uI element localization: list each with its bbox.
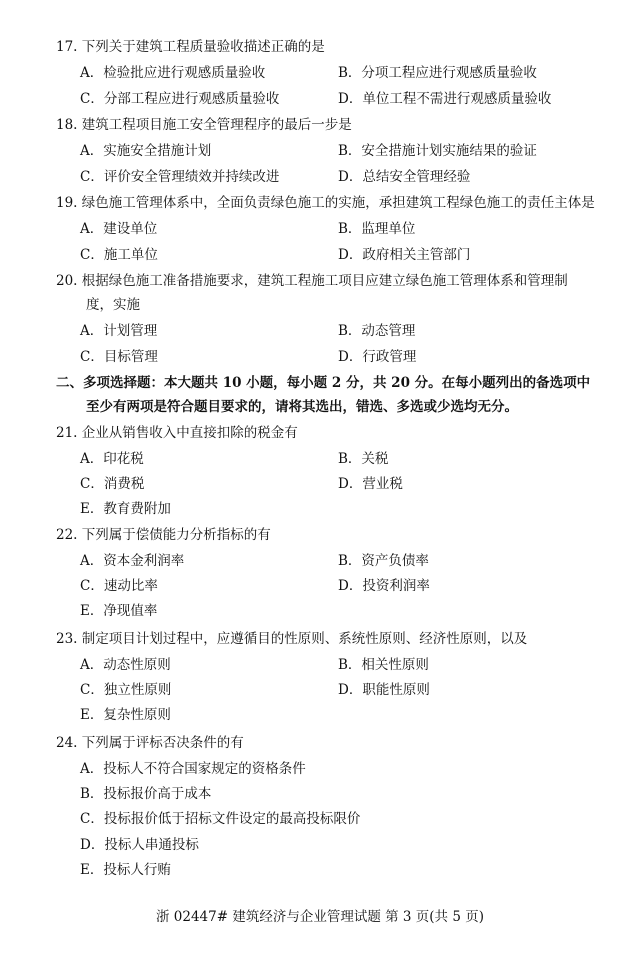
option-21-b: B．关税 <box>338 451 389 467</box>
question-20-continued: 度，实施 <box>86 297 140 313</box>
option-22-e: E．净现值率 <box>80 603 158 619</box>
option-18-c: C．评价安全管理绩效并持续改进 <box>80 169 280 185</box>
option-19-d: D．政府相关主管部门 <box>338 247 471 263</box>
option-22-a: A．资本金利润率 <box>80 553 185 569</box>
question-21 <box>56 424 298 442</box>
option-23-e: E．复杂性原则 <box>80 707 171 723</box>
question-20 <box>56 272 568 290</box>
section-heading-continued: 至少有两项是符合题目要求的，请将其选出，错选、多选或少选均无分。 <box>86 399 518 415</box>
option-23-d: D．职能性原则 <box>338 682 430 698</box>
option-24-c: C．投标报价低于招标文件设定的最高投标限价 <box>80 811 361 827</box>
option-17-a: A．检验批应进行观感质量验收 <box>80 65 266 81</box>
option-24-d: D．投标人串通投标 <box>80 837 199 853</box>
option-20-c: C．目标管理 <box>80 349 158 365</box>
option-19-a: A．建设单位 <box>80 221 158 237</box>
option-17-d: D．单位工程不需进行观感质量验收 <box>338 91 552 107</box>
option-17-b: B．分项工程应进行观感质量验收 <box>338 65 537 81</box>
question-24 <box>56 734 244 752</box>
question-text: 建筑工程项目施工安全管理程序的最后一步是 <box>81 117 352 133</box>
question-text: 根据绿色施工准备措施要求，建筑工程施工项目应建立绿色施工管理体系和管理制 <box>81 273 568 289</box>
question-number: 18. <box>56 117 78 133</box>
option-18-b: B．安全措施计划实施结果的验证 <box>338 143 537 159</box>
question-19 <box>56 194 595 212</box>
question-text: 绿色施工管理体系中，全面负责绿色施工的实施，承担建筑工程绿色施工的责任主体是 <box>81 195 595 211</box>
option-17-c: C．分部工程应进行观感质量验收 <box>80 91 280 107</box>
option-22-d: D．投资利润率 <box>338 578 430 594</box>
option-21-e: E．教育费附加 <box>80 501 171 517</box>
option-23-b: B．相关性原则 <box>338 657 429 673</box>
question-23 <box>56 630 527 648</box>
option-22-c: C．速动比率 <box>80 578 158 594</box>
question-number: 23. <box>56 631 78 647</box>
question-22 <box>56 526 271 544</box>
question-text: 下列属于偿债能力分析指标的有 <box>81 527 271 543</box>
question-number: 21. <box>56 425 78 441</box>
option-24-e: E．投标人行贿 <box>80 862 171 878</box>
option-21-a: A．印花税 <box>80 451 144 467</box>
option-21-d: D．营业税 <box>338 476 403 492</box>
option-20-b: B．动态管理 <box>338 323 416 339</box>
question-text: 下列关于建筑工程质量验收描述正确的是 <box>81 39 325 55</box>
option-23-a: A．动态性原则 <box>80 657 171 673</box>
question-number: 17. <box>56 39 78 55</box>
question-number: 19. <box>56 195 78 211</box>
question-18 <box>56 116 352 134</box>
question-number: 24. <box>56 735 78 751</box>
option-20-d: D．行政管理 <box>338 349 417 365</box>
option-21-c: C．消费税 <box>80 476 145 492</box>
option-24-b: B．投标报价高于成本 <box>80 786 212 802</box>
option-23-c: C．独立性原则 <box>80 682 172 698</box>
question-text: 制定项目计划过程中，应遵循目的性原则、系统性原则、经济性原则，以及 <box>81 631 528 647</box>
question-17 <box>56 38 325 56</box>
option-18-a: A．实施安全措施计划 <box>80 143 212 159</box>
section-heading: 二、多项选择题：本大题共 10 小题，每小题 2 分，共 20 分。在每小题列出的备选项中 <box>56 375 591 391</box>
option-20-a: A．计划管理 <box>80 323 158 339</box>
page-footer: 浙 02447# 建筑经济与企业管理试题 第 3 页(共 5 页) <box>155 909 484 925</box>
question-text: 企业从销售收入中直接扣除的税金有 <box>81 425 298 441</box>
option-18-d: D．总结安全管理经验 <box>338 169 471 185</box>
question-number: 20. <box>56 273 78 289</box>
question-text: 下列属于评标否决条件的有 <box>81 735 244 751</box>
option-22-b: B．资产负债率 <box>338 553 429 569</box>
question-number: 22. <box>56 527 78 543</box>
option-19-b: B．监理单位 <box>338 221 416 237</box>
option-24-a: A．投标人不符合国家规定的资格条件 <box>80 761 306 777</box>
option-19-c: C．施工单位 <box>80 247 158 263</box>
